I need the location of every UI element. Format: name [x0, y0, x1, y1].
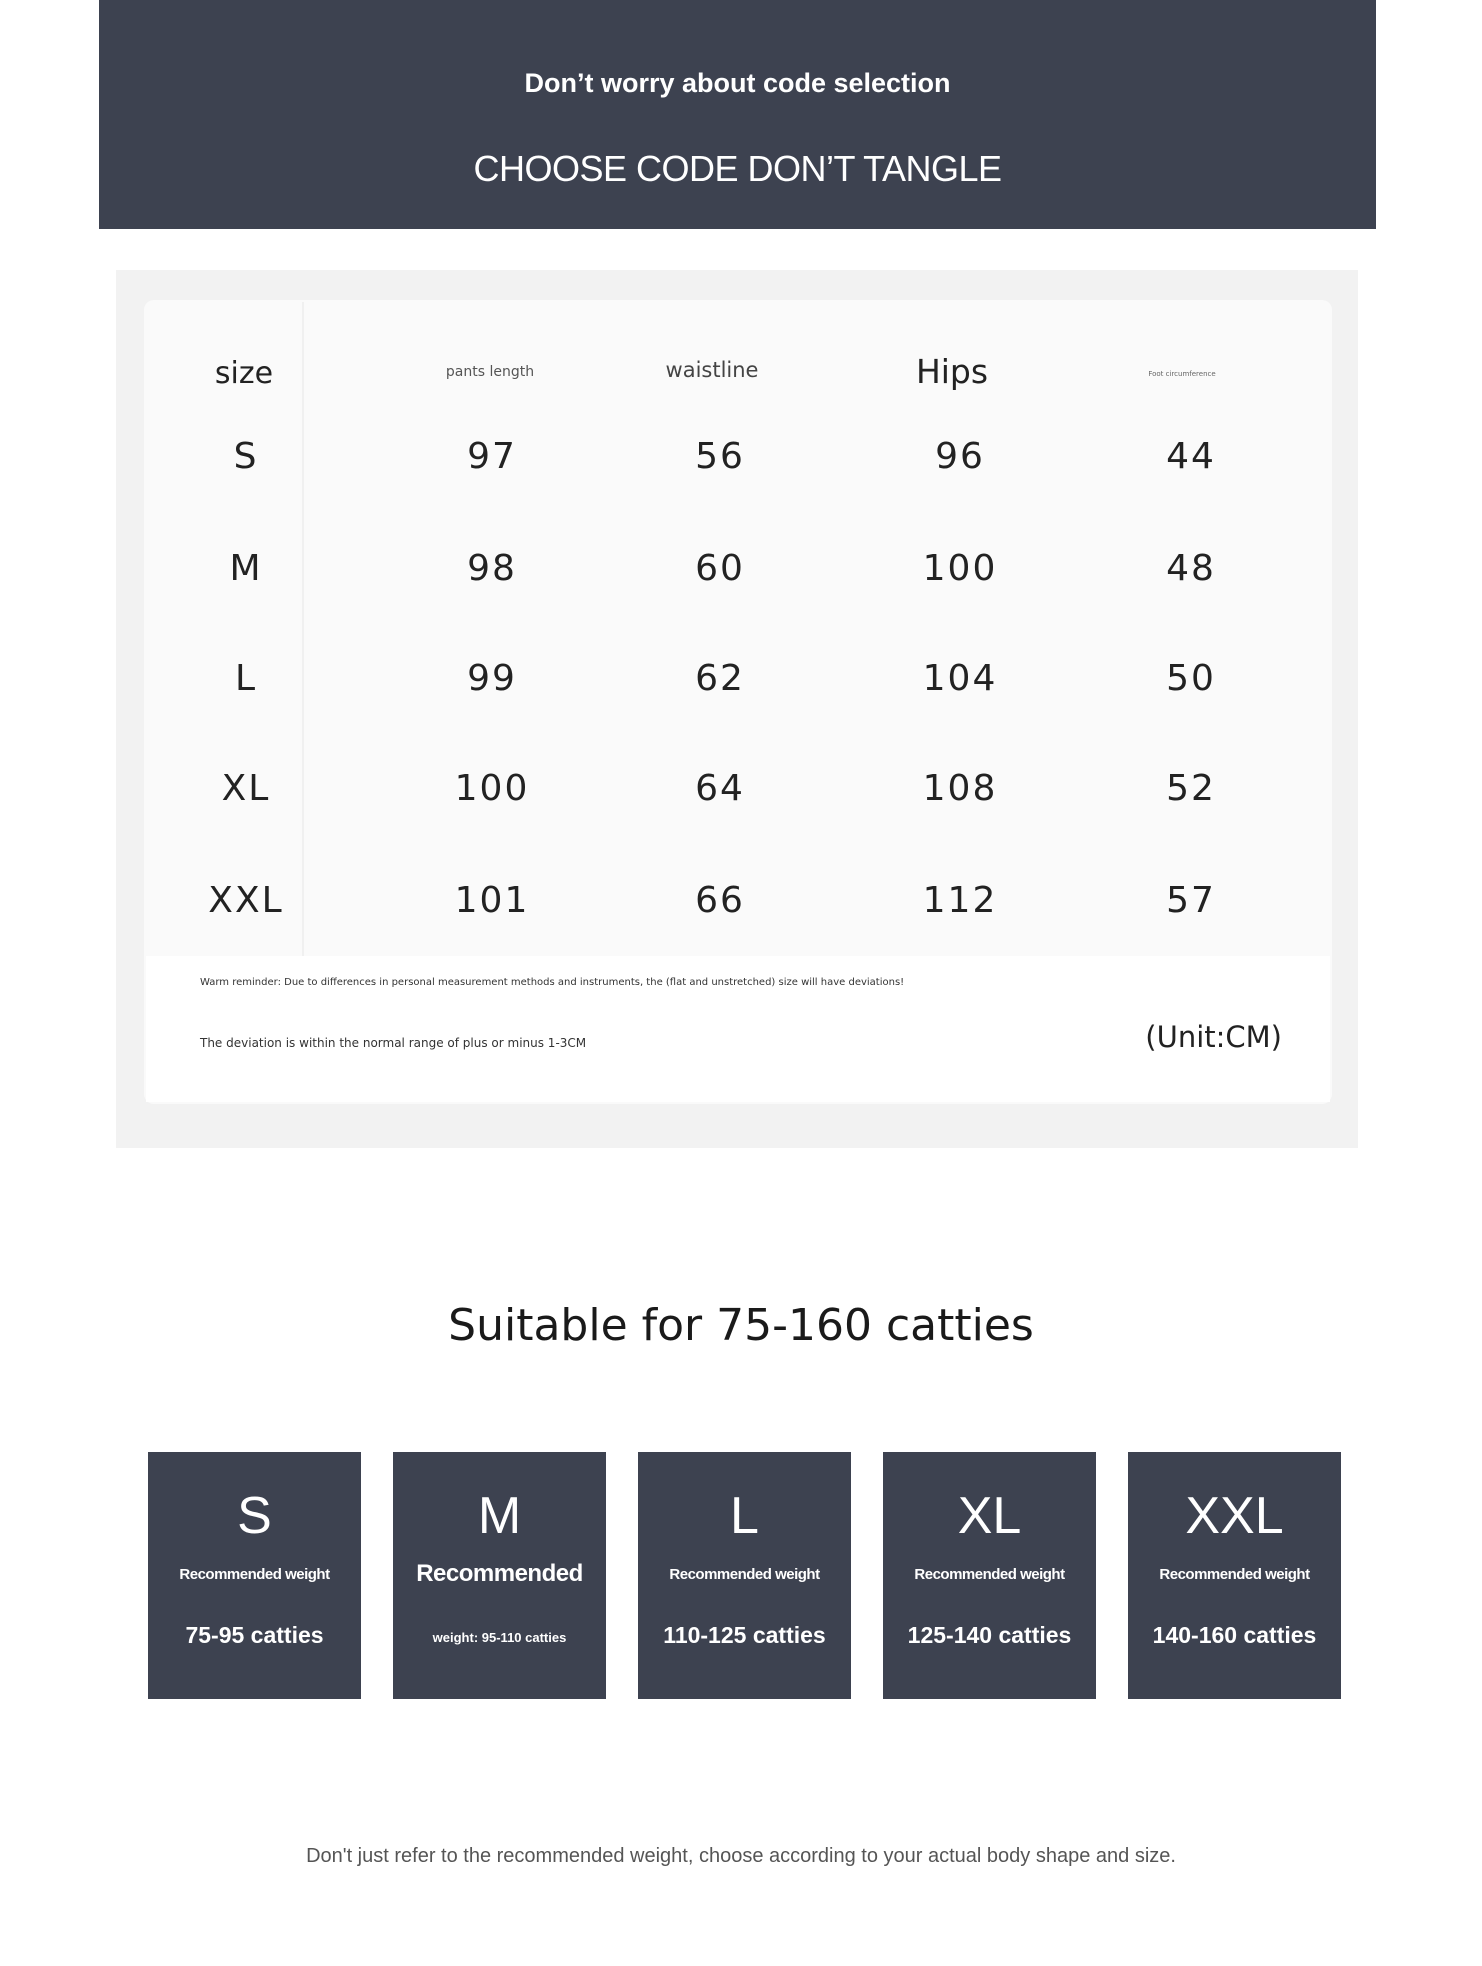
card-recommend: Recommended weight: [1159, 1566, 1310, 1583]
header-foot-circumference: Foot circumference: [1148, 370, 1216, 378]
header-waistline: waistline: [665, 358, 759, 382]
card-size: XL: [957, 1487, 1022, 1545]
table-cell-size: XXL: [208, 880, 284, 921]
card-size: M: [477, 1487, 522, 1545]
header-banner: [99, 0, 1376, 229]
warm-reminder: Warm reminder: Due to differences in personal measurement methods and instruments, the (flat and unstretched) size will have deviations!: [200, 977, 905, 988]
table-cell-waistline: 60: [695, 548, 745, 589]
size-card-l: [638, 1452, 851, 1699]
table-cell-foot: 44: [1166, 436, 1216, 477]
column-divider: [302, 302, 304, 956]
table-cell-size: L: [234, 658, 258, 699]
card-weight-range: 140-160 catties: [1152, 1622, 1317, 1648]
size-card-m: [393, 1452, 606, 1699]
card-size: XXL: [1185, 1487, 1284, 1545]
table-cell-hips: 108: [922, 768, 998, 809]
table-cell-waistline: 64: [695, 768, 745, 809]
deviation-note: The deviation is within the normal range of plus or minus 1-3CM: [200, 1036, 587, 1050]
banner-title: CHOOSE CODE DON’T TANGLE: [473, 148, 1002, 189]
table-cell-foot: 52: [1166, 768, 1216, 809]
card-recommend: Recommended weight: [179, 1566, 330, 1583]
table-cell-foot: 48: [1166, 548, 1216, 589]
footer-note: Don't just refer to the recommended weight, choose according to your actual body shape and size.: [306, 1845, 1176, 1867]
card-recommend: Recommended weight: [669, 1566, 820, 1583]
table-cell-size: S: [233, 436, 259, 477]
table-cell-pants-length: 99: [467, 658, 517, 699]
header-size: size: [214, 356, 274, 391]
header-hips: Hips: [915, 352, 989, 391]
table-cell-pants-length: 97: [467, 436, 517, 477]
table-cell-size: M: [229, 548, 263, 589]
size-card-s: [148, 1452, 361, 1699]
table-cell-waistline: 62: [695, 658, 745, 699]
table-cell-hips: 104: [922, 658, 998, 699]
banner-subtitle: Don’t worry about code selection: [524, 68, 951, 98]
card-size: L: [730, 1487, 759, 1545]
table-cell-hips: 100: [922, 548, 998, 589]
table-cell-pants-length: 98: [467, 548, 517, 589]
card-weight-range: 75-95 catties: [185, 1622, 324, 1648]
table-cell-pants-length: 100: [454, 768, 530, 809]
size-card-xl: [883, 1452, 1096, 1699]
table-cell-pants-length: 101: [454, 880, 530, 921]
card-size: S: [237, 1487, 272, 1545]
header-pants-length: pants length: [445, 364, 535, 380]
card-weight-range: 110-125 catties: [663, 1622, 826, 1648]
table-cell-foot: 50: [1166, 658, 1216, 699]
table-cell-hips: 96: [935, 436, 985, 477]
size-card-xxl: [1128, 1452, 1341, 1699]
card-weight-range: weight: 95-110 catties: [432, 1630, 567, 1645]
unit-label: (Unit:CM): [1145, 1020, 1282, 1054]
suitable-heading: Suitable for 75-160 catties: [448, 1300, 1034, 1351]
card-recommend: Recommended weight: [914, 1566, 1065, 1583]
card-recommend: Recommended: [416, 1560, 583, 1587]
table-cell-foot: 57: [1166, 880, 1216, 921]
table-cell-hips: 112: [922, 880, 998, 921]
card-weight-range: 125-140 catties: [907, 1622, 1072, 1648]
table-cell-waistline: 56: [695, 436, 745, 477]
table-cell-size: XL: [221, 768, 271, 809]
table-cell-waistline: 66: [695, 880, 745, 921]
